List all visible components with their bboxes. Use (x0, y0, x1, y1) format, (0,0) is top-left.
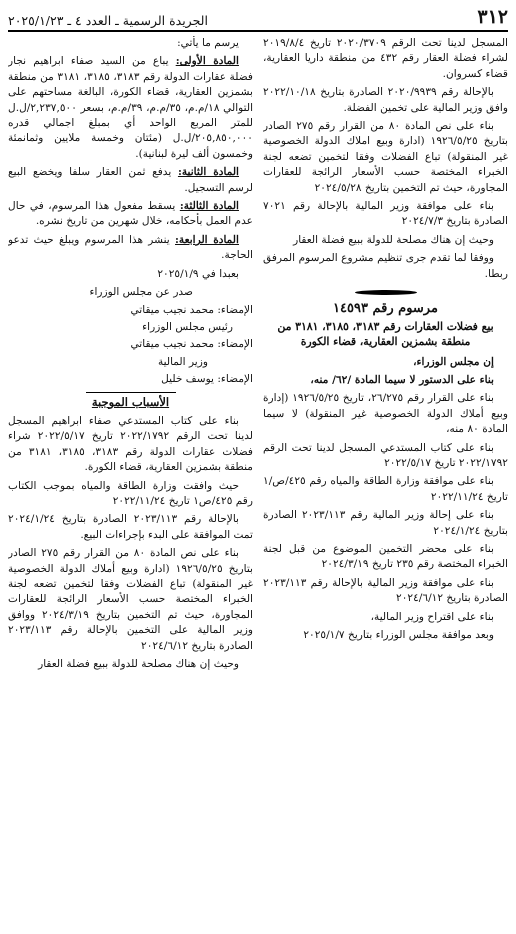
reasons-title: الأسباب الموجبة (91, 394, 170, 409)
signature-name: الإمضاء: محمد نجيب ميقاتي (130, 338, 253, 351)
paragraph: وحيث إن هناك مصلحة للدولة ببيع فضلة العقار (38, 658, 239, 671)
paragraph: بناء على محضر التخمين الموضوع من قبل لجنة الخبراء المختصة رقم ٢٣٥ تاريخ ٢٠٢٤/٣/١٩ (263, 542, 508, 571)
article-label: المادة الثالثة: (179, 200, 239, 213)
divider (8, 392, 253, 393)
signature-title: رئيس مجلس الوزراء (142, 320, 233, 333)
paragraph: إن مجلس الوزراء، (413, 355, 494, 368)
paragraph: يرسم ما يأتي: (177, 37, 239, 49)
section-divider (263, 290, 508, 295)
sign-date: بعبدا في ٢٠٢٥/١/٩ (157, 267, 239, 280)
decree-title: مرسوم رقم ١٤٥٩٣ (333, 301, 438, 317)
article-label: المادة الثانية: (177, 166, 239, 179)
article (8, 233, 253, 264)
paragraph: بناء على نص المادة ٨٠ من القرار رقم ٢٧٥ الصادر بتاريخ ١٩٢٦/٥/٢٥ (ادارة وبيع املاك الدولة الخصوصية غير المنقولة) تباع الفضلات وفقا لتخمين تضعه لجنة الخبراء المختصة حسب الأسعار الرائجة للعقارات المجاورة، حيث تم التخمين بتاريخ ٢٠٢٤/٥/٢٨ (263, 120, 508, 194)
paragraph: بناء على إحالة وزير المالية رقم ٢٠٢٣/١١٣ الصادرة بتاريخ ٢٠٢٤/١/٢٤ (263, 509, 508, 537)
page-number: ٣١٢ (477, 6, 508, 28)
signature-name: الإمضاء: يوسف خليل (161, 373, 253, 386)
paragraph: وحيث إن هناك مصلحة للدولة ببيع فضلة العقار (293, 233, 494, 246)
article-label: المادة الأولى: (175, 55, 239, 68)
article-label: المادة الرابعة: (175, 233, 239, 246)
decree-subtitle: بيع فضلات العقارات رقم ٣١٨٣، ٣١٨٥، ٣١٨١ من منطقة بشمزين العقارية، قضاء الكورة (277, 319, 494, 348)
paragraph: بناء على كتاب المستدعي المسجل لدينا تحت الرقم ٢٠٢٢/١٧٩٢ تاريخ ٢٠٢٢/٥/١٧ (263, 441, 508, 469)
right-column (263, 36, 508, 931)
columns (8, 36, 508, 931)
article-text: يدفع ثمن العقار سلفا ويخضع البيع لرسم التسجيل. (8, 166, 253, 194)
paragraph: بناء على موافقة وزير المالية بالإحالة رقم ٧٠٢١ الصادرة بتاريخ ٢٠٢٤/٧/٣ (263, 200, 508, 228)
gazette-title: الجريدة الرسمية ـ العدد ٤ ـ ٢٠٢٥/١/٢٣ (8, 13, 208, 28)
paragraph: وبعد موافقة مجلس الوزراء بتاريخ ٢٠٢٥/١/٧ (303, 629, 494, 641)
paragraph: بناء على الدستور لا سيما المادة /٦٢/ منه، (310, 373, 494, 386)
paragraph: بناء على كتاب المستدعي صفاء ابراهيم المسجل لدينا تحت الرقم ٢٠٢٢/١٧٩٢ تاريخ ٢٠٢٢/٥/١٧ شراء فضلات عقارات الدولة رقم ٣١٨٣، ٣١٨٥، ٣١٨١ من منطقة بشمزين العقارية، قضاء الكورة. (8, 414, 253, 474)
signature-title: وزير المالية (157, 355, 208, 368)
paragraph: بناء على القرار رقم ٢٦/٢٧٥، تاريخ ١٩٢٦/٥/٢٥ (إدارة وبيع أملاك الدولة الخصوصية غير المنقولة) لا سيما المادة ٨٠ منه، (263, 392, 508, 436)
paragraph: المسجل لدينا تحت الرقم ٢٠٢٠/٣٧٠٩ تاريخ ٢٠١٩/٨/٤ لشراء فضلة العقار رقم ٤٣٢ من منطقة داريا العقارية، قضاء كسروان. (263, 37, 508, 80)
paragraph: بناء على اقتراح وزير المالية، (370, 610, 494, 623)
paragraph: بناء على نص المادة ٨٠ من القرار رقم ٢٧٥ الصادر بتاريخ ١٩٢٦/٥/٢٥ (ادارة وبيع أملاك الدولة الخصوصية غير المنقولة) تباع الفضلات وفقا لتخمين تضعه لجنة الخبراء المختصة حسب الأسعار الرائجة للعقارات المجاورة، حيث تم التخمين بتاريخ ٢٠٢٤/٣/١٩ ووافق وزير المالية على التخمين بالإحالة رقم ٢٠٢٣/١١٣ الصادرة بتاريخ ٢٠٢٤/٦/١٢ (8, 547, 253, 652)
article-text: ينشر هذا المرسوم ويبلغ حيث تدعو الحاجة. (8, 233, 253, 262)
paragraph: بالإحالة رقم ٢٠٢٣/١١٣ الصادرة بتاريخ ٢٠٢٤/١/٢٤ تمت الموافقة على البدء بإجراءات البيع. (8, 513, 253, 541)
article (8, 199, 253, 230)
paragraph: ووفقا لما تقدم جرى تنظيم مشروع المرسوم المرفق ربطا. (263, 252, 508, 280)
signature-title: صدر عن مجلس الوزراء (89, 286, 193, 299)
article-text: يباع من السيد صفاء ابراهيم نجار فضلة عقارات الدولة رقم ٣١٨٣، ٣١٨٥، ٣١٨١ من منطقة بشمزين العقارية، قضاء الكورة، البالغة مساحتهم على التوالي ١٨/م.م، ٣٥/م.م، ٣٩/م.م، بسعر ٢,٢٣٧,٥٠٠/ل.ل للمتر المربع الواحد أي بمبلغ اجمالي قدره ٢٠٥,٨٥٠,٠٠٠/ل.ل (مئتان وخمسة ملايين وثمانمئة وخمسون ألف ليرة لبنانية). (8, 55, 253, 160)
paragraph: بناء على موافقة وزارة الطاقة والمياه رقم ٤٢٥/ص/١ تاريخ ٢٠٢٢/١١/٢٤ (263, 475, 508, 503)
paragraph: بالإحالة رقم ٢٠٢٠/٩٩٣٩ الصادرة بتاريخ ٢٠٢٢/١٠/١٨ وافق وزير المالية على تخمين الفضلة. (263, 86, 508, 114)
paragraph: بناء على موافقة وزير المالية بالإحالة رقم ٢٠٢٣/١١٣ الصادرة بتاريخ ٢٠٢٤/٦/١٢ (263, 576, 508, 605)
article (8, 165, 253, 196)
left-column (8, 36, 253, 931)
signature-name: الإمضاء: محمد نجيب ميقاتي (130, 303, 253, 316)
article-text: يسقط مفعول هذا المرسوم، في حال عدم العمل بأحكامه، خلال شهرين من تاريخ نشره. (8, 200, 253, 228)
paragraph: حيث وافقت وزارة الطاقة والمياه بموجب الكتاب رقم ٤٢٥/ص١ تاريخ ٢٠٢٢/١١/٢٤ (8, 479, 253, 507)
article (8, 54, 253, 162)
page-header (8, 6, 508, 32)
